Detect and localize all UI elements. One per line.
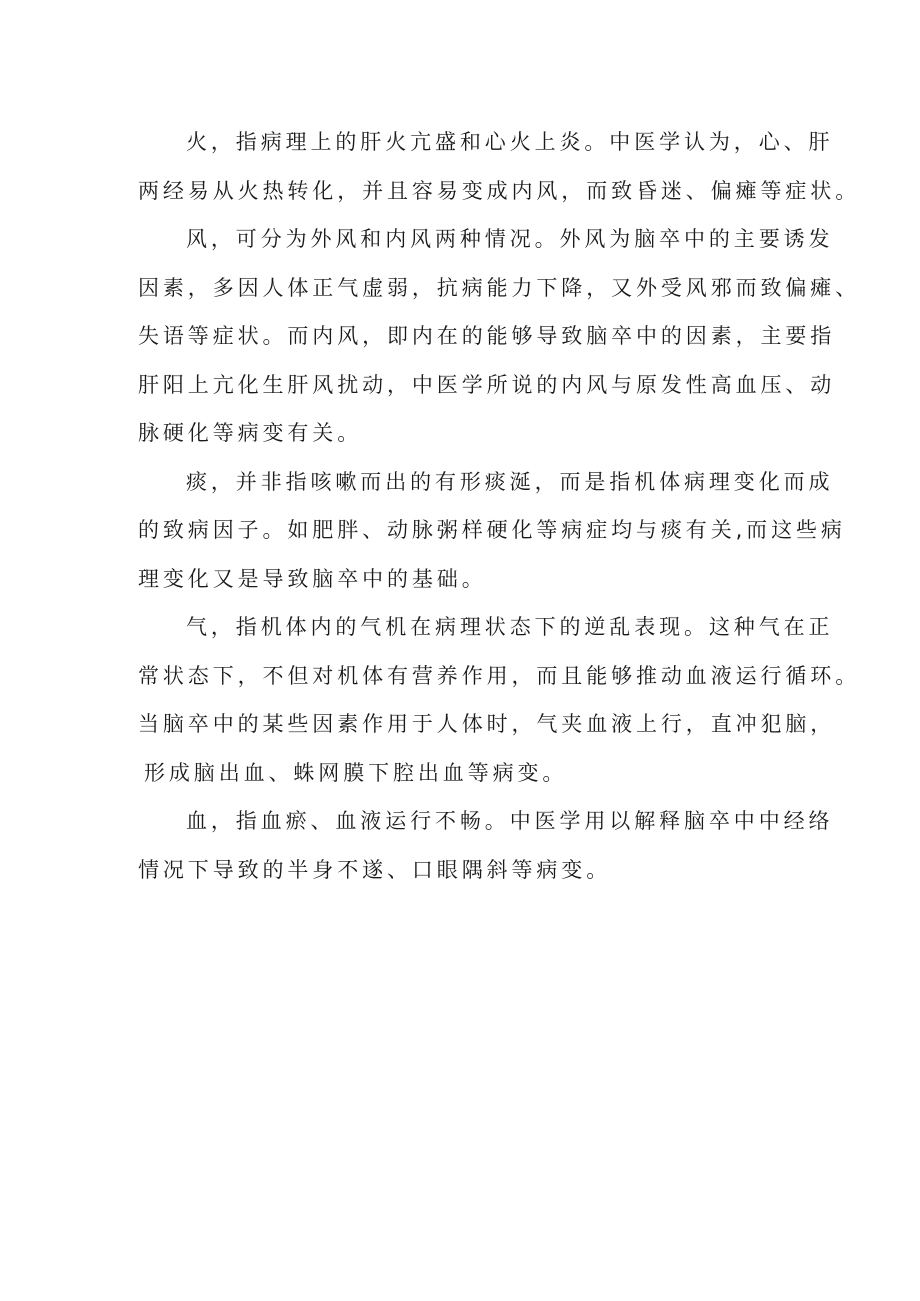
paragraph-line: 当脑卒中的某些因素作用于人体时，气夹血液上行，直冲犯脑，: [138, 712, 836, 736]
paragraph-line: 因素，多因人体正气虚弱，抗病能力下降，又外受风邪而致偏瘫、: [138, 275, 861, 300]
paragraph-line: 的致病因子。如肥胖、动脉粥样硬化等病症均与痰有关,而这些病: [138, 518, 846, 542]
paragraph-line: 两经易从火热转化，并且容易变成内风，而致昏迷、偏瘫等症状。: [138, 178, 861, 203]
paragraph-line: 火，指病理上的肝火亢盛和心火上炎。中医学认为，心、肝: [186, 130, 834, 154]
paragraph-line: 脉硬化等病变有关。: [138, 421, 363, 445]
paragraph-line: 血，指血瘀、血液运行不畅。中医学用以解释脑卒中中经络: [186, 809, 834, 833]
paragraph-line: 理变化又是导致脑卒中的基础。: [138, 566, 487, 591]
paragraph-line: 痰，并非指咳嗽而出的有形痰涎，而是指机体病理变化而成: [186, 469, 834, 494]
paragraph-line: 失语等症状。而内风，即内在的能够导致脑卒中的因素，主要指: [138, 324, 836, 348]
paragraph-blood: [138, 797, 834, 894]
paragraph-line: 风，可分为外风和内风两种情况。外风为脑卒中的主要诱发: [186, 227, 834, 251]
paragraph-line: 气，指机体内的气机在病理状态下的逆乱表现。这种气在正: [186, 615, 834, 639]
paragraph-wind: [138, 215, 861, 458]
paragraph-line: 肝阳上亢化生肝风扰动，中医学所说的内风与原发性高血压、动: [138, 372, 836, 397]
paragraph-qi: [138, 603, 861, 797]
paragraph-phlegm: [138, 458, 846, 604]
paragraph-fire: [138, 118, 861, 215]
paragraph-line: 常状态下，不但对机体有营养作用，而且能够推动血液运行循环。: [138, 663, 861, 688]
paragraph-line: 形成脑出血、蛛网膜下腔出血等病变。: [144, 760, 568, 785]
document-body: [138, 118, 861, 894]
paragraph-line: 情况下导致的半身不遂、口眼隅斜等病变。: [138, 857, 612, 882]
